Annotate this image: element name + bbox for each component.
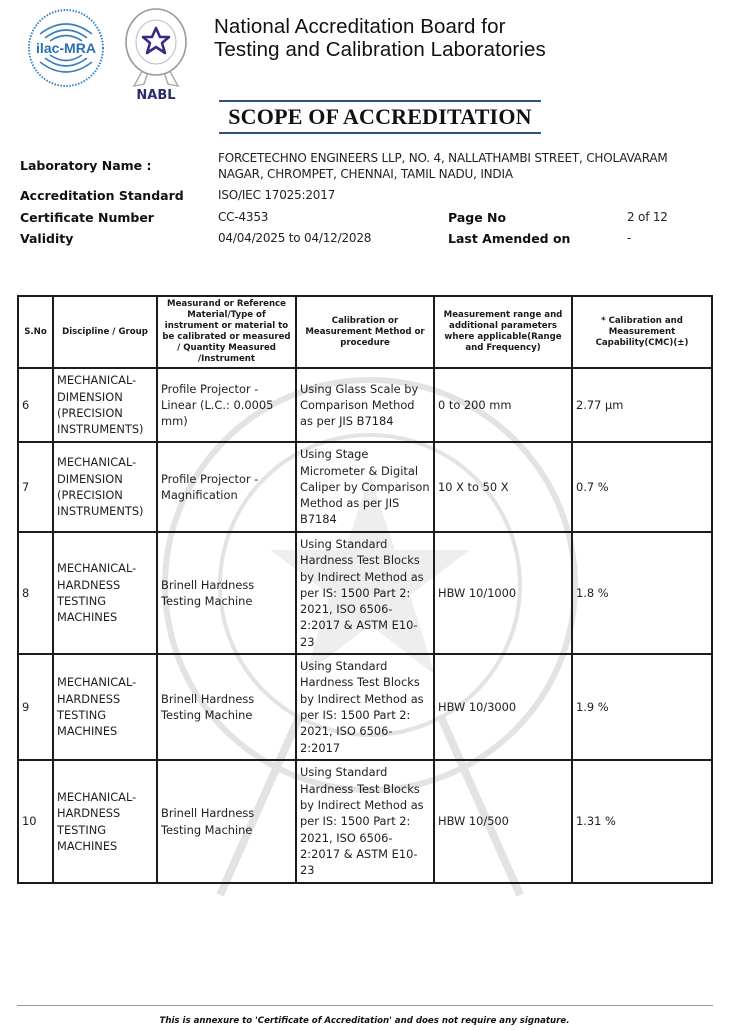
cell-range: HBW 10/3000 bbox=[434, 654, 572, 760]
cell-method: Using Standard Hardness Test Blocks by Indirect Method as per IS: 1500 Part 2: 2021, ISO 6506-2:2017 & ASTM E10-23 bbox=[296, 532, 434, 654]
table-row bbox=[18, 532, 712, 654]
certificate-number-value: CC-4353 bbox=[218, 210, 269, 224]
cell-discipline: MECHANICAL- HARDNESS TESTING MACHINES bbox=[53, 760, 157, 883]
page-no-value: 2 of 12 bbox=[627, 210, 668, 224]
accreditation-standard-label: Accreditation Standard bbox=[20, 188, 184, 203]
cell-method: Using Stage Micrometer & Digital Caliper by Comparison Method as per JIS B7184 bbox=[296, 442, 434, 532]
laboratory-name-line1: FORCETECHNO ENGINEERS LLP, NO. 4, NALLATHAMBI STREET, CHOLAVARAM bbox=[218, 151, 668, 165]
document-title-block bbox=[219, 100, 541, 134]
cell-range: 10 X to 50 X bbox=[434, 442, 572, 532]
cell-measurand: Brinell Hardness Testing Machine bbox=[157, 654, 296, 760]
cell-method: Using Standard Hardness Test Blocks by Indirect Method as per IS: 1500 Part 2: 2021, ISO 6506-2:2017 bbox=[296, 654, 434, 760]
table-row bbox=[18, 760, 712, 883]
footer-divider bbox=[17, 1005, 713, 1006]
certificate-number-label: Certificate Number bbox=[20, 210, 154, 225]
organization-title bbox=[214, 15, 546, 61]
cell-method: Using Glass Scale by Comparison Method as per JIS B7184 bbox=[296, 368, 434, 442]
last-amended-label: Last Amended on bbox=[448, 231, 571, 246]
cell-measurand: Brinell Hardness Testing Machine bbox=[157, 760, 296, 883]
ilac-mra-logo-icon bbox=[26, 8, 106, 88]
cell-sno: 7 bbox=[18, 442, 53, 532]
nabl-seal-logo-icon bbox=[122, 6, 190, 102]
cell-discipline: MECHANICAL- DIMENSION (PRECISION INSTRUMENTS) bbox=[53, 368, 157, 442]
footer-note: This is annexure to 'Certificate of Accreditation' and does not require any signature. bbox=[159, 1016, 570, 1026]
cell-sno: 9 bbox=[18, 654, 53, 760]
cell-discipline: MECHANICAL- HARDNESS TESTING MACHINES bbox=[53, 654, 157, 760]
header-method: Calibration or Measurement Method or procedure bbox=[296, 296, 434, 368]
header-range: Measurement range and additional parameters where applicable(Range and Frequency) bbox=[434, 296, 572, 368]
svg-text:ilac-MRA: ilac-MRA bbox=[36, 40, 96, 56]
title-rule-bottom bbox=[219, 132, 541, 134]
validity-label: Validity bbox=[20, 231, 74, 246]
document-title: SCOPE OF ACCREDITATION bbox=[228, 104, 532, 129]
table-row bbox=[18, 654, 712, 760]
table-header-row bbox=[18, 296, 712, 368]
header-sno: S.No bbox=[18, 296, 53, 368]
cell-sno: 6 bbox=[18, 368, 53, 442]
cell-cmc: 2.77 µm bbox=[572, 368, 712, 442]
cell-discipline: MECHANICAL- DIMENSION (PRECISION INSTRUMENTS) bbox=[53, 442, 157, 532]
validity-value: 04/04/2025 to 04/12/2028 bbox=[218, 231, 372, 245]
cell-cmc: 1.8 % bbox=[572, 532, 712, 654]
cell-measurand: Profile Projector - Linear (L.C.: 0.0005 mm) bbox=[157, 368, 296, 442]
accreditation-standard-value: ISO/IEC 17025:2017 bbox=[218, 188, 336, 202]
header-cmc: * Calibration and Measurement Capability(CMC)(±) bbox=[572, 296, 712, 368]
organization-title-line1: National Accreditation Board for bbox=[214, 15, 506, 38]
laboratory-name-label: Laboratory Name : bbox=[20, 158, 152, 173]
cell-cmc: 1.9 % bbox=[572, 654, 712, 760]
svg-text:NABL: NABL bbox=[136, 88, 176, 102]
cell-sno: 10 bbox=[18, 760, 53, 883]
cell-measurand: Brinell Hardness Testing Machine bbox=[157, 532, 296, 654]
cell-sno: 8 bbox=[18, 532, 53, 654]
organization-title-line2: Testing and Calibration Laboratories bbox=[214, 38, 546, 61]
cell-range: 0 to 200 mm bbox=[434, 368, 572, 442]
cell-range: HBW 10/500 bbox=[434, 760, 572, 883]
last-amended-value: - bbox=[627, 231, 632, 245]
cell-method: Using Standard Hardness Test Blocks by Indirect Method as per IS: 1500 Part 2: 2021, ISO 6506-2:2017 & ASTM E10-23 bbox=[296, 760, 434, 883]
laboratory-name-line2: NAGAR, CHROMPET, CHENNAI, TAMIL NADU, INDIA bbox=[218, 167, 513, 181]
header-measurand: Measurand or Reference Material/Type of instrument or material to be calibrated or measured / Quantity Measured /Instrument bbox=[157, 296, 296, 368]
cell-cmc: 0.7 % bbox=[572, 442, 712, 532]
scope-table bbox=[17, 295, 713, 884]
table-row bbox=[18, 368, 712, 442]
cell-range: HBW 10/1000 bbox=[434, 532, 572, 654]
cell-measurand: Profile Projector - Magnification bbox=[157, 442, 296, 532]
header-discipline: Discipline / Group bbox=[53, 296, 157, 368]
page-no-label: Page No bbox=[448, 210, 507, 225]
cell-cmc: 1.31 % bbox=[572, 760, 712, 883]
cell-discipline: MECHANICAL- HARDNESS TESTING MACHINES bbox=[53, 532, 157, 654]
table-row bbox=[18, 442, 712, 532]
